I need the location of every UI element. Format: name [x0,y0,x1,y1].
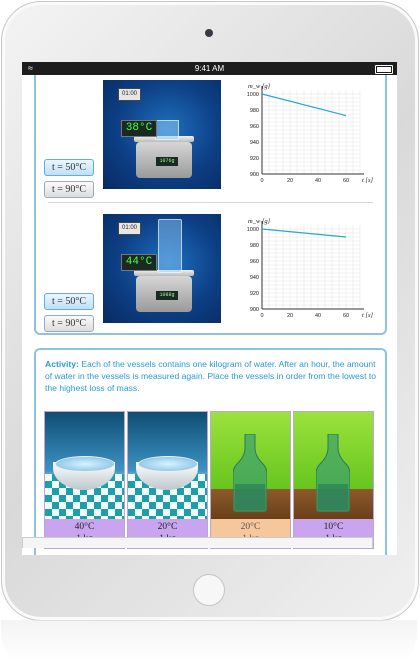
vessel-card[interactable] [44,411,125,549]
vessel-card-selected[interactable] [210,411,291,549]
x-tick-label: 0 [260,313,264,319]
bottle-image [211,412,290,519]
experiment-scene [103,214,221,323]
y-tick-label: 1000 [246,227,259,233]
y-tick-label: 900 [249,172,259,178]
temp-button-50[interactable]: t = 50°C [44,293,94,310]
camera-icon [205,29,213,37]
x-tick-label: 60 [342,313,350,319]
experiment-scene [103,80,221,189]
timer-display: 01:00 [118,88,141,101]
activity-text [45,358,377,394]
card-temperature: 10°C [323,522,344,532]
bottle-image [294,412,373,519]
vessel-card[interactable] [293,411,374,549]
mass-chart [234,213,374,331]
x-tick-label: 40 [314,313,322,319]
wifi-icon: ≈ [28,63,33,73]
y-axis-label: m_w [g] [248,83,271,90]
scale-display: 1088g [156,291,178,300]
next-panel-edge [22,537,373,548]
x-tick-label: 60 [342,178,350,184]
temp-button-50[interactable]: t = 50°C [44,159,94,176]
battery-icon [375,65,393,74]
x-tick-label: 40 [314,178,322,184]
timer-display: 01:00 [118,222,141,235]
card-temperature: 40°C [74,522,95,532]
x-tick-label: 0 [260,178,264,184]
y-tick-label: 960 [249,124,259,130]
bowl-image [45,412,124,519]
bowl-image [128,412,207,519]
y-tick-label: 1000 [246,92,259,98]
scale [136,276,192,312]
temperature-display: 38°C [121,120,157,137]
y-tick-label: 980 [249,243,259,249]
lesson-content [22,75,397,555]
activity-instructions: Each of the vessels contains one kilogram of water. After an hour, the amount of water in the vessels is measured again. Place the vessels in order from the lowest to the highest loss of mass. [45,359,377,393]
card-temperature: 20°C [157,522,178,532]
scale [136,142,192,178]
x-axis-label: t [s] [362,312,374,319]
mass-chart [234,78,374,196]
temp-button-90[interactable]: t = 90°C [44,181,94,198]
row-divider [48,202,373,203]
activity-panel [34,348,387,555]
home-button[interactable] [193,574,225,606]
x-axis-label: t [s] [362,177,374,184]
x-tick-label: 20 [286,313,294,319]
temp-button-90[interactable]: t = 90°C [44,315,94,332]
card-temperature: 20°C [240,522,261,532]
activity-heading: Activity: [45,359,79,369]
y-axis-label: m_w [g] [248,218,271,225]
tall-vessel[interactable] [158,219,182,273]
screen [22,62,397,555]
status-bar [22,62,397,75]
status-time: 9:41 AM [194,64,225,73]
y-tick-label: 920 [249,156,259,162]
y-tick-label: 980 [249,108,259,114]
bowl-vessel[interactable] [155,120,179,140]
y-tick-label: 960 [249,259,259,265]
y-tick-label: 940 [249,140,259,146]
temperature-display: 44°C [121,254,157,271]
x-tick-label: 20 [286,178,294,184]
vessel-card[interactable] [127,411,208,549]
y-tick-label: 920 [249,291,259,297]
y-tick-label: 900 [249,307,259,313]
tablet-reflection [1,620,417,672]
y-tick-label: 940 [249,275,259,281]
scale-display: 1076g [156,157,178,166]
